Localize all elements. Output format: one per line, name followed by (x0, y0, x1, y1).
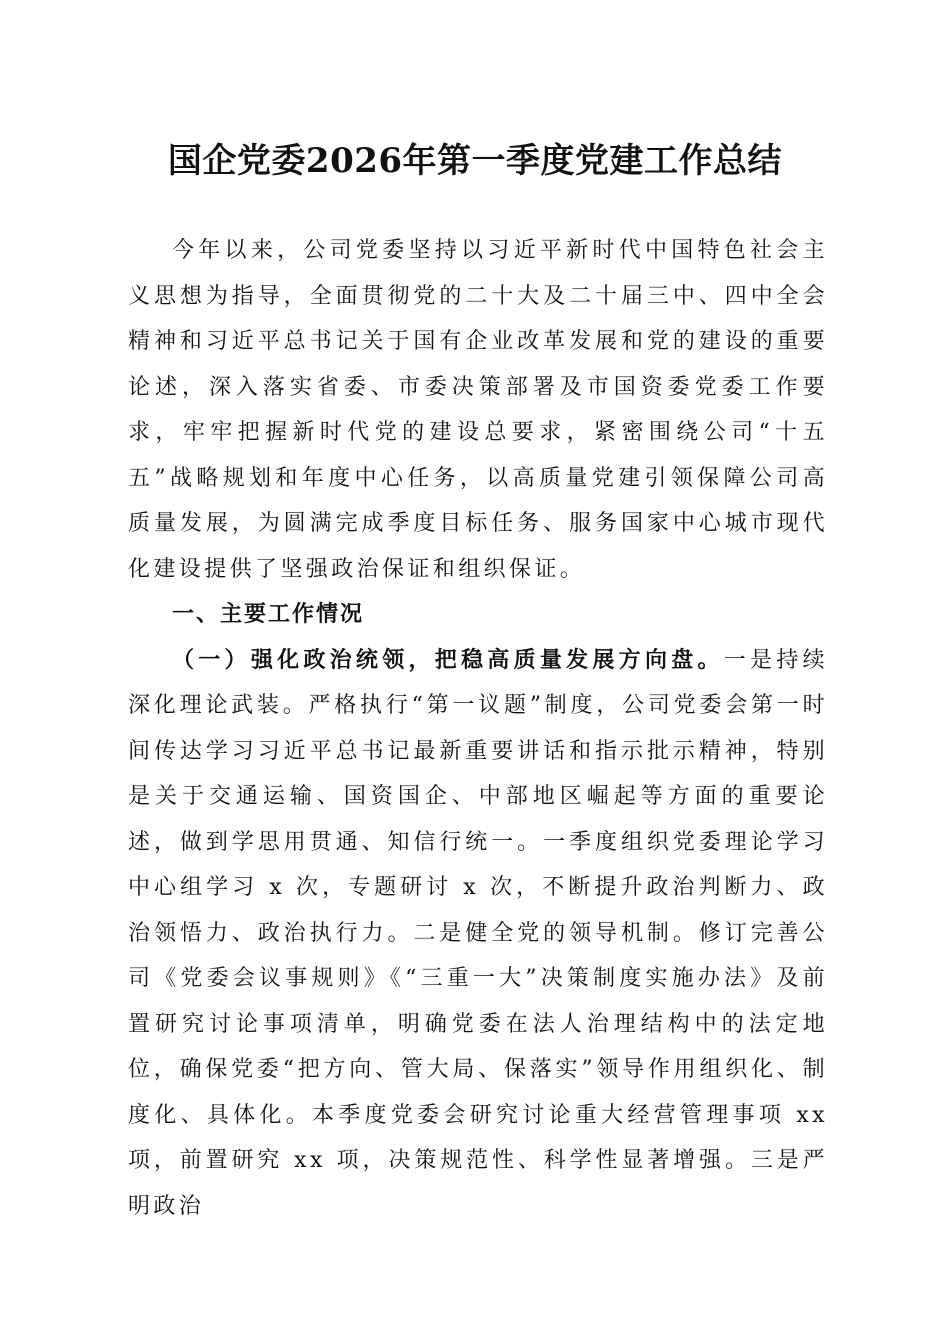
subsection-paragraph (128, 638, 828, 1230)
subsection-lead: （一）强化政治统领，把稳高质量发展方向盘。 (172, 646, 724, 673)
document-body (128, 228, 828, 1229)
subsection-body: 一是持续深化理论武装。严格执行“第一议题”制度，公司党委会第一时间传达学习习近平总书记最新重要讲话和指示批示精神，特别是关于交通运输、国资国企、中部地区崛起等方面的重要论述，做到学思用贯通、知信行统一。一季度组织党委理论学习中心组学习 x 次，专题研讨 x 次，不断提升政治判断力、政治领悟力、政治执行力。二是健全党的领导机制。修订完善公司《党委会议事规则》《“三重一大”决策制度实施办法》及前置研究讨论事项清单，明确党委在法人治理结构中的法定地位，确保党委“把方向、管大局、保落实”领导作用组织化、制度化、具体化。本季度党委会研究讨论重大经营管理事项 xx 项，前置研究 xx 项，决策规范性、科学性显著增强。三是严明政治 (128, 647, 828, 1219)
section-heading: 一、主要工作情况 (172, 602, 365, 627)
document-title: 国企党委2026年第一季度党建工作总结 (167, 141, 783, 181)
intro-paragraph: 今年以来，公司党委坚持以习近平新时代中国特色社会主义思想为指导，全面贯彻党的二十大及二十届三中、四中全会精神和习近平总书记关于国有企业改革发展和党的建设的重要论述，深入落实省委、市委决策部署及市国资委党委工作要求，牢牢把握新时代党的建设总要求，紧密围绕公司“十五五”战略规划和年度中心任务，以高质量党建引领保障公司高质量发展，为圆满完成季度目标任务、服务国家中心城市现代化建设提供了坚强政治保证和组织保证。 (128, 238, 828, 582)
